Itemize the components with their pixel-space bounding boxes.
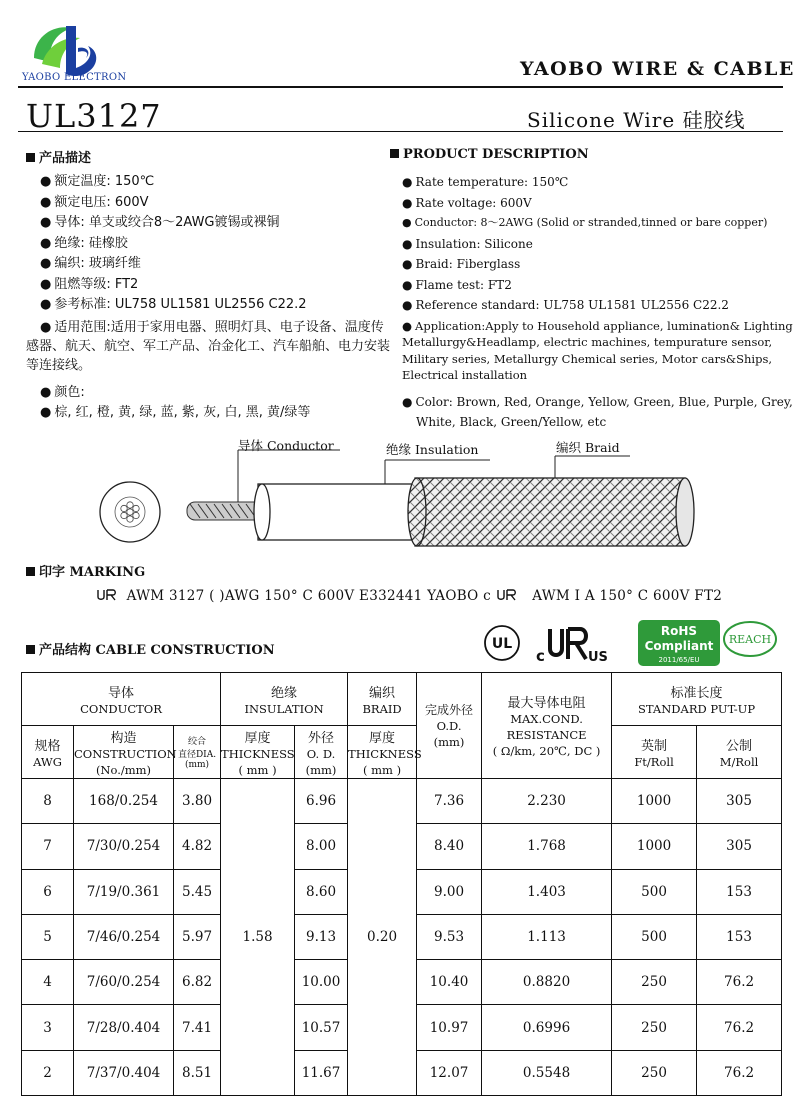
en-description-heading: PRODUCT DESCRIPTION bbox=[390, 147, 589, 162]
list-item: ● Conductor: 8～2AWG (Solid or stranded,tinned or bare copper) bbox=[402, 216, 768, 229]
list-item: ● 棕, 红, 橙, 黄, 绿, 蓝, 紫, 灰, 白, 黑, 黄/绿等 bbox=[40, 405, 311, 420]
cell-resistance: 0.5548 bbox=[482, 1050, 612, 1095]
cell-m: 153 bbox=[697, 914, 782, 959]
cell-construction: 7/30/0.254 bbox=[74, 824, 174, 869]
cell-resistance: 0.6996 bbox=[482, 1005, 612, 1050]
cell-dia: 4.82 bbox=[174, 824, 221, 869]
table-row bbox=[22, 779, 782, 824]
cell-construction: 7/28/0.404 bbox=[74, 1005, 174, 1050]
cell-od: 7.36 bbox=[417, 779, 482, 824]
logo-text: YAOBO ELECTRON bbox=[22, 72, 127, 83]
list-item: ● 导体: 单支或绞合8～2AWG镀锡或裸铜 bbox=[40, 215, 280, 230]
svg-text:REACH: REACH bbox=[728, 633, 772, 646]
header-construction: 构造 CONSTRUCTION (No./mm) bbox=[74, 726, 174, 779]
cell-dia: 7.41 bbox=[174, 1005, 221, 1050]
cell-ft: 250 bbox=[612, 960, 697, 1005]
header-od: 完成外径 O.D. (mm) bbox=[417, 673, 482, 779]
en-description-list bbox=[402, 172, 794, 435]
list-item: ● Reference standard: UL758 UL1581 UL2556 C22.2 bbox=[402, 298, 729, 312]
header-dia: 绞合 直径DIA. (mm) bbox=[174, 726, 221, 779]
cell-insulation-od: 10.00 bbox=[295, 960, 348, 1005]
cell-ft: 1000 bbox=[612, 779, 697, 824]
conductor-label: 导体 Conductor bbox=[238, 438, 334, 453]
svg-text:US: US bbox=[588, 650, 608, 665]
cell-awg: 8 bbox=[22, 779, 74, 824]
header-awg: 规格 AWG bbox=[22, 726, 74, 779]
construction-heading: 产品结构 CABLE CONSTRUCTION bbox=[26, 639, 275, 658]
list-item: ● 额定电压: 600V bbox=[40, 194, 149, 210]
header-insulation: 绝缘 INSULATION bbox=[221, 673, 348, 726]
cell-od: 8.40 bbox=[417, 824, 482, 869]
cell-resistance: 1.113 bbox=[482, 914, 612, 959]
header-braid: 编织 BRAID bbox=[348, 673, 417, 726]
cell-od: 9.53 bbox=[417, 914, 482, 959]
cell-insulation-od: 6.96 bbox=[295, 779, 348, 824]
cell-insulation-od: 9.13 bbox=[295, 914, 348, 959]
header-insulation-od: 外径 O. D. (mm) bbox=[295, 726, 348, 779]
header-resistance: 最大导体电阻 MAX.COND. RESISTANCE ( Ω/km, 20℃, DC ) bbox=[482, 673, 612, 779]
header-rule-thin bbox=[18, 131, 783, 132]
marking-heading: 印字 MARKING bbox=[26, 561, 145, 580]
model-title: UL3127 bbox=[26, 97, 162, 135]
list-item: ● Application:Apply to Household appliance, lumination& Lighting Metallurgy&Headlamp, electric machines, tempurature sensor, Military series, Metallurgy Chemical series, Motor cars&Ships, Electrical installation bbox=[402, 318, 793, 382]
cn-description-heading: 产品描述 bbox=[26, 147, 91, 166]
cell-construction: 7/60/0.254 bbox=[74, 960, 174, 1005]
cell-ft: 500 bbox=[612, 914, 697, 959]
braid-layer bbox=[408, 478, 694, 546]
cross-section bbox=[100, 482, 160, 542]
insulation-label: 绝缘 Insulation bbox=[386, 442, 479, 457]
cur-us-icon bbox=[536, 629, 608, 665]
cell-m: 305 bbox=[697, 779, 782, 824]
cell-resistance: 0.8820 bbox=[482, 960, 612, 1005]
cell-ft: 500 bbox=[612, 869, 697, 914]
list-item: ● 绝缘: 硅橡胶 bbox=[40, 235, 128, 251]
cell-ft: 250 bbox=[612, 1005, 697, 1050]
cell-dia: 6.82 bbox=[174, 960, 221, 1005]
ul-listed-icon bbox=[485, 626, 519, 660]
header-braid-thickness: 厚度 THICKNESS ( mm ) bbox=[348, 726, 417, 779]
list-item: ● 阻燃等级: FT2 bbox=[40, 276, 139, 292]
product-subtitle: Silicone Wire 硅胶线 bbox=[527, 108, 746, 132]
cell-m: 76.2 bbox=[697, 1050, 782, 1095]
cell-dia: 8.51 bbox=[174, 1050, 221, 1095]
cell-resistance: 2.230 bbox=[482, 779, 612, 824]
table-header-row bbox=[22, 673, 782, 726]
insulation-layer bbox=[254, 484, 428, 540]
header-putup: 标准长度 STANDARD PUT-UP bbox=[612, 673, 782, 726]
list-item: ● 编织: 玻璃纤维 bbox=[40, 256, 141, 271]
cell-dia: 3.80 bbox=[174, 779, 221, 824]
reach-icon bbox=[724, 622, 776, 656]
certification-logos bbox=[482, 617, 782, 669]
cell-m: 76.2 bbox=[697, 960, 782, 1005]
ur-mark-icon bbox=[96, 588, 122, 602]
list-item: ● Braid: Fiberglass bbox=[402, 257, 521, 271]
list-item: ● Flame test: FT2 bbox=[402, 277, 512, 292]
list-item: ● Rate temperature: 150℃ bbox=[402, 175, 569, 189]
list-item: ● Color: Brown, Red, Orange, Yellow, Green, Blue, Purple, Grey, White, Black, Green/Yellow, etc bbox=[402, 394, 793, 429]
svg-text:UL: UL bbox=[491, 636, 513, 652]
cn-description-list bbox=[26, 172, 391, 424]
list-item: ● Insulation: Silicone bbox=[402, 236, 533, 251]
cell-m: 153 bbox=[697, 869, 782, 914]
marking-text: AWM 3127 ( )AWG 150° C 600V E332441 YAOBO c AWM I A 150° C 600V FT2 bbox=[96, 588, 722, 604]
cell-awg: 7 bbox=[22, 824, 74, 869]
cell-awg: 4 bbox=[22, 960, 74, 1005]
company-name: YAOBO WIRE & CABLE bbox=[520, 58, 795, 80]
cell-insulation-od: 11.67 bbox=[295, 1050, 348, 1095]
cell-dia: 5.97 bbox=[174, 914, 221, 959]
construction-table bbox=[21, 672, 782, 1096]
cell-ft: 250 bbox=[612, 1050, 697, 1095]
cell-insulation-od: 10.57 bbox=[295, 1005, 348, 1050]
cell-resistance: 1.768 bbox=[482, 824, 612, 869]
ur-mark-icon bbox=[496, 588, 522, 602]
header-conductor: 导体 CONDUCTOR bbox=[22, 673, 221, 726]
cell-construction: 168/0.254 bbox=[74, 779, 174, 824]
cell-m: 76.2 bbox=[697, 1005, 782, 1050]
cell-awg: 5 bbox=[22, 914, 74, 959]
cell-od: 9.00 bbox=[417, 869, 482, 914]
cell-construction: 7/37/0.404 bbox=[74, 1050, 174, 1095]
table-subheader-row bbox=[22, 726, 782, 779]
list-item: ● 适用范围:适用于家用电器、照明灯具、电子设备、温度传感器、航天、航空、军工产品、冶金化工、汽车船舶、电力安装等连接线。 bbox=[26, 319, 391, 373]
svg-text:RoHS: RoHS bbox=[660, 624, 698, 638]
cell-braid-thickness: 0.20 bbox=[348, 779, 417, 1096]
cell-insulation-thickness: 1.58 bbox=[221, 779, 295, 1096]
cell-awg: 3 bbox=[22, 1005, 74, 1050]
header-thickness: 厚度 THICKNESS ( mm ) bbox=[221, 726, 295, 779]
cell-construction: 7/19/0.361 bbox=[74, 869, 174, 914]
cell-dia: 5.45 bbox=[174, 869, 221, 914]
svg-text:c: c bbox=[536, 647, 545, 665]
svg-text:Compliant: Compliant bbox=[644, 639, 714, 653]
cell-construction: 7/46/0.254 bbox=[74, 914, 174, 959]
header-rule bbox=[18, 86, 783, 88]
cell-od: 10.97 bbox=[417, 1005, 482, 1050]
list-item: ● 颜色: bbox=[40, 384, 85, 400]
cell-ft: 1000 bbox=[612, 824, 697, 869]
cell-insulation-od: 8.60 bbox=[295, 869, 348, 914]
header-m: 公制 M/Roll bbox=[697, 726, 782, 779]
cell-od: 12.07 bbox=[417, 1050, 482, 1095]
cell-insulation-od: 8.00 bbox=[295, 824, 348, 869]
header-ft: 英制 Ft/Roll bbox=[612, 726, 697, 779]
cell-od: 10.40 bbox=[417, 960, 482, 1005]
list-item: ● Rate voltage: 600V bbox=[402, 195, 532, 210]
cell-awg: 2 bbox=[22, 1050, 74, 1095]
braid-label: 编织 Braid bbox=[556, 440, 620, 455]
cell-awg: 6 bbox=[22, 869, 74, 914]
list-item: ● 额定温度: 150℃ bbox=[40, 174, 155, 189]
svg-text:2011/65/EU: 2011/65/EU bbox=[658, 656, 700, 664]
table-body bbox=[22, 779, 782, 1096]
rohs-icon bbox=[638, 620, 720, 666]
cell-resistance: 1.403 bbox=[482, 869, 612, 914]
list-item: ● 参考标准: UL758 UL1581 UL2556 C22.2 bbox=[40, 297, 307, 312]
cell-m: 305 bbox=[697, 824, 782, 869]
